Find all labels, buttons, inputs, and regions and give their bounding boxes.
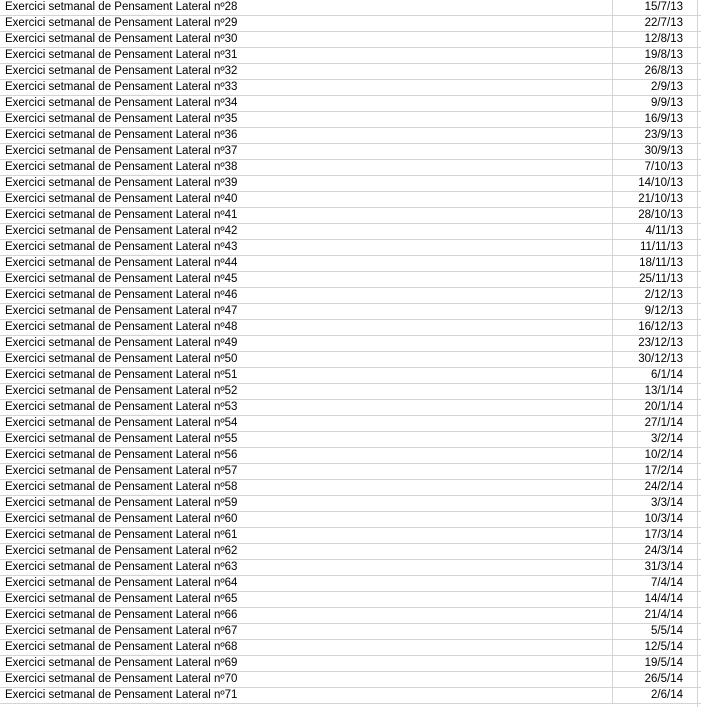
table-row[interactable]	[0, 368, 701, 384]
cell-exercise-name[interactable]: Exercici setmanal de Pensament Lateral nº55	[5, 433, 238, 445]
cell-exercise-name[interactable]: Exercici setmanal de Pensament Lateral nº38	[5, 161, 238, 173]
cell-exercise-name[interactable]: Exercici setmanal de Pensament Lateral nº31	[5, 49, 238, 61]
cell-exercise-name[interactable]: Exercici setmanal de Pensament Lateral nº34	[5, 97, 238, 109]
cell-exercise-name[interactable]: Exercici setmanal de Pensament Lateral nº50	[5, 353, 238, 365]
cell-exercise-name[interactable]: Exercici setmanal de Pensament Lateral nº29	[5, 17, 238, 29]
cell-exercise-name[interactable]: Exercici setmanal de Pensament Lateral nº43	[5, 241, 238, 253]
cell-exercise-name[interactable]: Exercici setmanal de Pensament Lateral nº54	[5, 417, 238, 429]
cell-exercise-name[interactable]: Exercici setmanal de Pensament Lateral nº60	[5, 513, 238, 525]
cell-exercise-name[interactable]: Exercici setmanal de Pensament Lateral nº53	[5, 401, 238, 413]
table-row[interactable]	[0, 608, 701, 624]
cell-exercise-name[interactable]: Exercici setmanal de Pensament Lateral nº45	[5, 273, 238, 285]
cell-date[interactable]: 14/4/14	[644, 593, 683, 605]
table-row[interactable]	[0, 192, 701, 208]
table-row[interactable]	[0, 224, 701, 240]
table-row[interactable]	[0, 416, 701, 432]
cell-date[interactable]: 30/9/13	[644, 145, 683, 157]
cell-date[interactable]: 4/11/13	[645, 225, 683, 237]
cell-date[interactable]: 12/5/14	[644, 641, 683, 653]
column-divider	[697, 0, 698, 707]
table-row[interactable]	[0, 32, 701, 48]
table-row[interactable]	[0, 592, 701, 608]
cell-date[interactable]: 26/5/14	[644, 673, 683, 685]
table-row[interactable]	[0, 464, 701, 480]
cell-exercise-name[interactable]: Exercici setmanal de Pensament Lateral nº57	[5, 465, 238, 477]
cell-date[interactable]: 9/12/13	[644, 305, 683, 317]
cell-date[interactable]: 2/9/13	[651, 81, 683, 93]
table-row[interactable]	[0, 320, 701, 336]
cell-exercise-name[interactable]: Exercici setmanal de Pensament Lateral nº41	[5, 209, 238, 221]
table-row[interactable]	[0, 256, 701, 272]
cell-date[interactable]: 26/8/13	[644, 65, 683, 77]
cell-exercise-name[interactable]: Exercici setmanal de Pensament Lateral nº66	[5, 609, 238, 621]
table-row[interactable]	[0, 576, 701, 592]
cell-exercise-name[interactable]: Exercici setmanal de Pensament Lateral nº49	[5, 337, 238, 349]
table-row[interactable]	[0, 80, 701, 96]
table-row[interactable]	[0, 624, 701, 640]
table-row[interactable]	[0, 96, 701, 112]
table-row[interactable]	[0, 48, 701, 64]
table-row[interactable]	[0, 64, 701, 80]
cell-exercise-name[interactable]: Exercici setmanal de Pensament Lateral nº28	[5, 1, 238, 13]
cell-exercise-name[interactable]: Exercici setmanal de Pensament Lateral nº52	[5, 385, 238, 397]
table-row[interactable]	[0, 176, 701, 192]
cell-date[interactable]: 28/10/13	[638, 209, 683, 221]
cell-exercise-name[interactable]: Exercici setmanal de Pensament Lateral nº37	[5, 145, 238, 157]
table-row[interactable]	[0, 352, 701, 368]
cell-date[interactable]: 27/1/14	[644, 417, 683, 429]
cell-exercise-name[interactable]: Exercici setmanal de Pensament Lateral nº40	[5, 193, 238, 205]
cell-date[interactable]: 15/7/13	[644, 1, 683, 13]
cell-date[interactable]: 17/2/14	[644, 465, 683, 477]
cell-exercise-name[interactable]: Exercici setmanal de Pensament Lateral nº46	[5, 289, 238, 301]
cell-date[interactable]: 19/8/13	[644, 49, 683, 61]
table-row[interactable]	[0, 480, 701, 496]
cell-exercise-name[interactable]: Exercici setmanal de Pensament Lateral nº65	[5, 593, 238, 605]
table-row[interactable]	[0, 432, 701, 448]
table-row[interactable]	[0, 336, 701, 352]
table-row[interactable]	[0, 512, 701, 528]
cell-date[interactable]: 10/2/14	[644, 449, 683, 461]
cell-date[interactable]: 30/12/13	[638, 353, 683, 365]
table-row[interactable]	[0, 448, 701, 464]
cell-date[interactable]: 7/4/14	[651, 577, 683, 589]
table-row[interactable]	[0, 384, 701, 400]
cell-date[interactable]: 21/10/13	[638, 193, 683, 205]
cell-exercise-name[interactable]: Exercici setmanal de Pensament Lateral nº62	[5, 545, 238, 557]
cell-date[interactable]: 10/3/14	[644, 513, 683, 525]
cell-exercise-name[interactable]: Exercici setmanal de Pensament Lateral nº67	[5, 625, 238, 637]
table-row[interactable]	[0, 208, 701, 224]
cell-date[interactable]: 24/2/14	[644, 481, 683, 493]
table-row[interactable]	[0, 128, 701, 144]
cell-exercise-name[interactable]: Exercici setmanal de Pensament Lateral nº30	[5, 33, 238, 45]
table-row[interactable]	[0, 496, 701, 512]
cell-exercise-name[interactable]: Exercici setmanal de Pensament Lateral nº61	[5, 529, 238, 541]
cell-exercise-name[interactable]: Exercici setmanal de Pensament Lateral nº58	[5, 481, 238, 493]
table-row[interactable]	[0, 240, 701, 256]
table-row[interactable]	[0, 16, 701, 32]
cell-date[interactable]: 16/9/13	[644, 113, 683, 125]
cell-exercise-name[interactable]: Exercici setmanal de Pensament Lateral nº36	[5, 129, 238, 141]
table-row[interactable]	[0, 0, 701, 16]
cell-date[interactable]: 24/3/14	[644, 545, 683, 557]
cell-exercise-name[interactable]: Exercici setmanal de Pensament Lateral nº69	[5, 657, 238, 669]
cell-exercise-name[interactable]: Exercici setmanal de Pensament Lateral nº63	[5, 561, 238, 573]
cell-date[interactable]: 5/5/14	[651, 625, 683, 637]
table-row[interactable]	[0, 544, 701, 560]
cell-exercise-name[interactable]: Exercici setmanal de Pensament Lateral nº56	[5, 449, 238, 461]
table-row[interactable]	[0, 144, 701, 160]
cell-date[interactable]: 2/6/14	[651, 689, 683, 701]
table-row[interactable]	[0, 112, 701, 128]
cell-date[interactable]: 18/11/13	[639, 257, 683, 269]
cell-date[interactable]: 20/1/14	[644, 401, 683, 413]
cell-exercise-name[interactable]: Exercici setmanal de Pensament Lateral nº47	[5, 305, 238, 317]
cell-date[interactable]: 2/12/13	[644, 289, 683, 301]
table-row[interactable]	[0, 272, 701, 288]
table-row[interactable]	[0, 528, 701, 544]
cell-exercise-name[interactable]: Exercici setmanal de Pensament Lateral nº39	[5, 177, 238, 189]
cell-date[interactable]: 14/10/13	[638, 177, 683, 189]
cell-date[interactable]: 23/9/13	[644, 129, 683, 141]
cell-date[interactable]: 3/3/14	[651, 497, 683, 509]
table-row[interactable]	[0, 672, 701, 688]
cell-date[interactable]: 16/12/13	[638, 321, 683, 333]
cell-exercise-name[interactable]: Exercici setmanal de Pensament Lateral nº71	[5, 689, 238, 701]
cell-date[interactable]: 12/8/13	[644, 33, 683, 45]
table-row[interactable]	[0, 688, 701, 704]
cell-exercise-name[interactable]: Exercici setmanal de Pensament Lateral nº68	[5, 641, 238, 653]
cell-exercise-name[interactable]: Exercici setmanal de Pensament Lateral nº42	[5, 225, 238, 237]
cell-exercise-name[interactable]: Exercici setmanal de Pensament Lateral nº51	[5, 369, 238, 381]
cell-date[interactable]: 19/5/14	[644, 657, 683, 669]
cell-date[interactable]: 31/3/14	[644, 561, 683, 573]
cell-exercise-name[interactable]: Exercici setmanal de Pensament Lateral nº32	[5, 65, 238, 77]
cell-date[interactable]: 25/11/13	[639, 273, 683, 285]
cell-date[interactable]: 6/1/14	[651, 369, 683, 381]
cell-exercise-name[interactable]: Exercici setmanal de Pensament Lateral nº35	[5, 113, 238, 125]
table-row[interactable]	[0, 640, 701, 656]
cell-exercise-name[interactable]: Exercici setmanal de Pensament Lateral nº64	[5, 577, 238, 589]
cell-exercise-name[interactable]: Exercici setmanal de Pensament Lateral nº70	[5, 673, 238, 685]
table-row[interactable]	[0, 560, 701, 576]
cell-exercise-name[interactable]: Exercici setmanal de Pensament Lateral nº33	[5, 81, 238, 93]
table-row[interactable]	[0, 304, 701, 320]
table-row[interactable]	[0, 288, 701, 304]
cell-date[interactable]: 7/10/13	[644, 161, 683, 173]
cell-date[interactable]: 13/1/14	[644, 385, 683, 397]
cell-date[interactable]: 21/4/14	[644, 609, 683, 621]
cell-date[interactable]: 23/12/13	[638, 337, 683, 349]
cell-date[interactable]: 11/11/13	[639, 241, 683, 253]
cell-exercise-name[interactable]: Exercici setmanal de Pensament Lateral nº44	[5, 257, 238, 269]
cell-date[interactable]: 9/9/13	[651, 97, 683, 109]
table-row[interactable]	[0, 400, 701, 416]
cell-date[interactable]: 17/3/14	[644, 529, 683, 541]
table-row[interactable]	[0, 656, 701, 672]
cell-date[interactable]: 22/7/13	[644, 17, 683, 29]
table-row[interactable]	[0, 160, 701, 176]
cell-exercise-name[interactable]: Exercici setmanal de Pensament Lateral nº59	[5, 497, 238, 509]
cell-exercise-name[interactable]: Exercici setmanal de Pensament Lateral nº48	[5, 321, 238, 333]
cell-date[interactable]: 3/2/14	[651, 433, 683, 445]
